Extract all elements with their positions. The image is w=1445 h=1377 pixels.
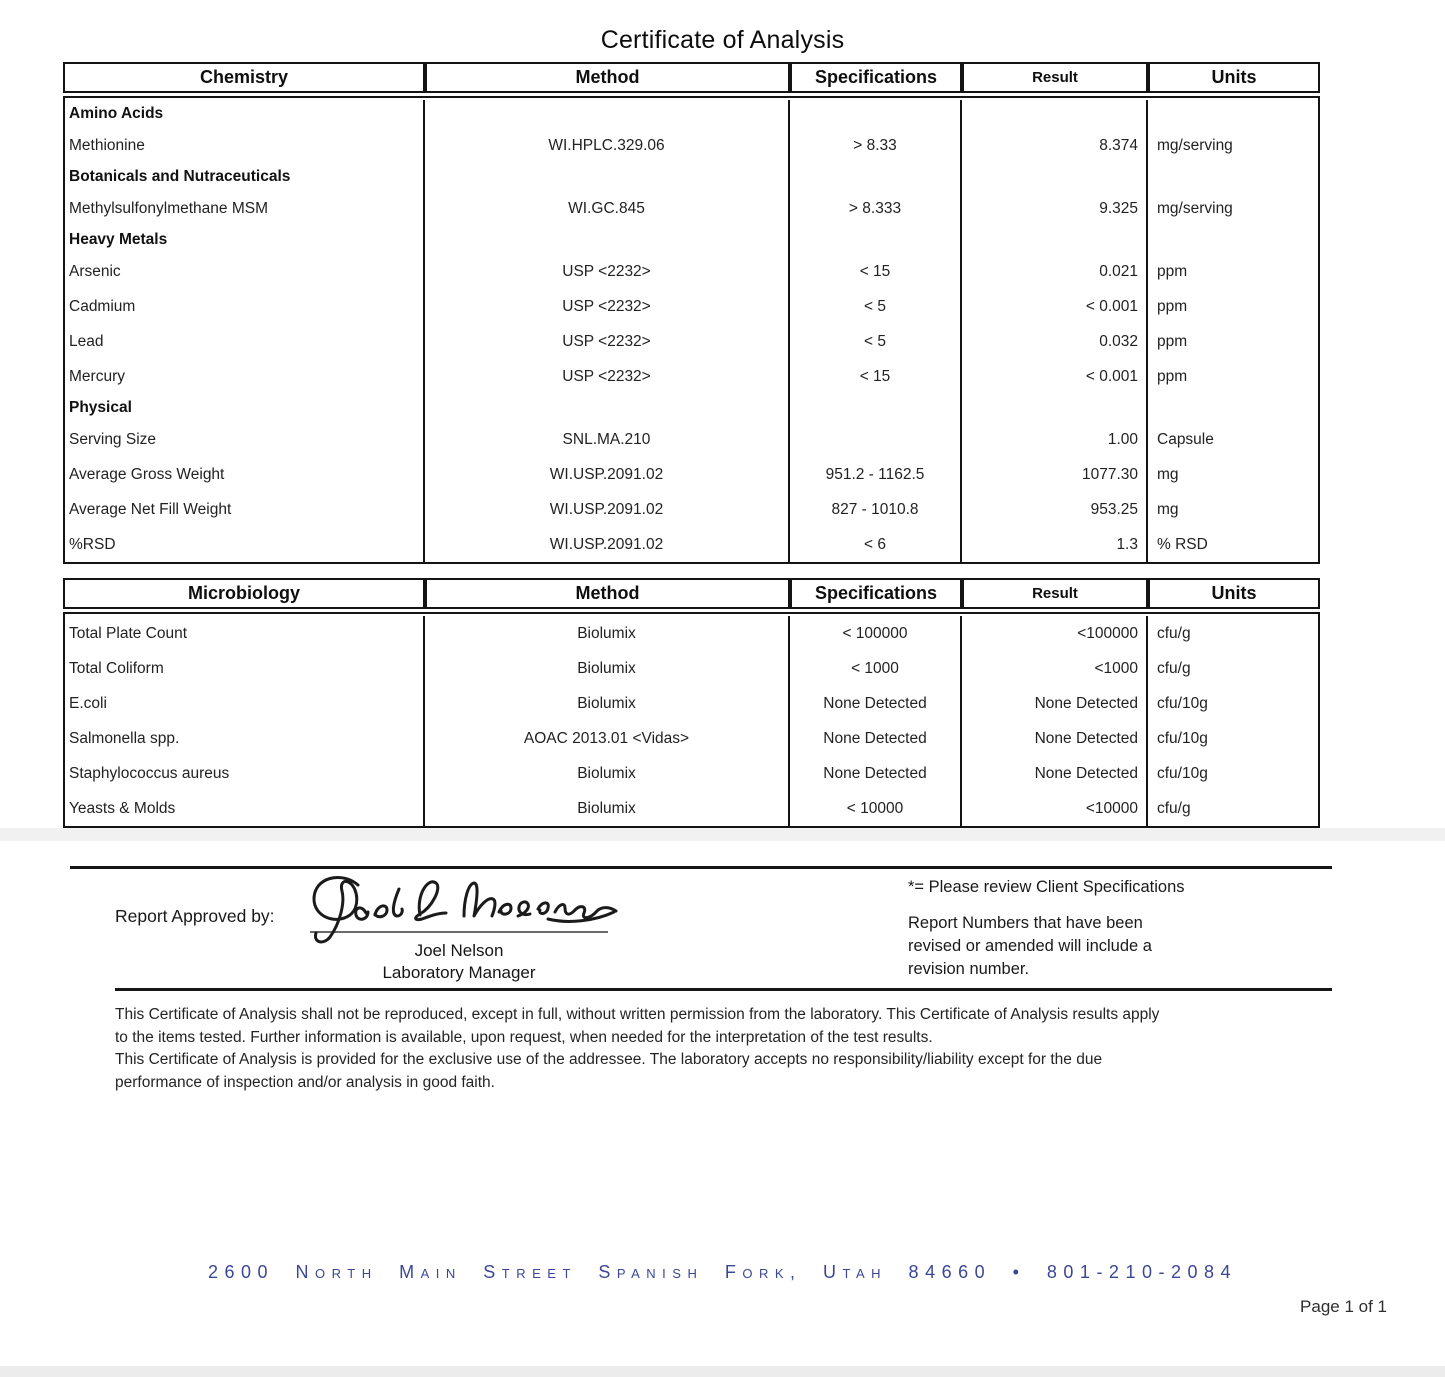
result-cell: None Detected: [1034, 764, 1138, 782]
method-cell: WI.USP.2091.02: [549, 465, 664, 483]
method-cell: Biolumix: [577, 624, 636, 642]
chemistry-table-header: [63, 62, 1320, 93]
client-spec-note: *= Please review Client Specifications: [908, 878, 1185, 896]
method-cell: Biolumix: [577, 694, 636, 712]
table-column: [1146, 100, 1318, 562]
column-header-specifications: Specifications: [790, 578, 962, 609]
result-cell: < 0.001: [1085, 297, 1138, 315]
revision-note: [908, 912, 1152, 981]
units-cell: cfu/10g: [1157, 694, 1208, 712]
section-label: Heavy Metals: [69, 231, 168, 248]
analyte-name: Arsenic: [69, 262, 121, 280]
scan-edge-strip: [0, 1366, 1445, 1377]
result-cell: None Detected: [1034, 694, 1138, 712]
table-column: [960, 100, 1146, 562]
result-cell: 1.00: [1107, 430, 1138, 448]
section-label: Botanicals and Nutraceuticals: [69, 168, 291, 185]
analyte-name: Total Plate Count: [69, 624, 188, 642]
units-cell: [1148, 100, 1318, 128]
method-cell: SNL.MA.210: [562, 430, 651, 448]
result-cell: [962, 226, 1146, 254]
page-title: Certificate of Analysis: [600, 26, 845, 54]
method-cell: AOAC 2013.01 <Vidas>: [523, 729, 690, 747]
method-cell: Biolumix: [577, 799, 636, 817]
result-cell: < 0.001: [1085, 367, 1138, 385]
spec-cell: < 6: [864, 535, 886, 553]
analyte-name: Serving Size: [69, 430, 157, 448]
table-column: [1146, 616, 1318, 826]
spec-cell: None Detected: [823, 694, 927, 712]
units-cell: [1148, 394, 1318, 422]
method-cell: WI.GC.845: [568, 199, 645, 217]
units-cell: ppm: [1157, 332, 1188, 350]
chemistry-table-body: [63, 96, 1320, 564]
method-cell: WI.USP.2091.02: [549, 500, 664, 518]
method-cell: USP <2232>: [562, 297, 651, 315]
method-cell: USP <2232>: [562, 262, 651, 280]
signer-name: Joel Nelson: [414, 941, 504, 960]
result-cell: None Detected: [1034, 729, 1138, 747]
method-cell: [425, 394, 788, 422]
text-line: This Certificate of Analysis is provided for the exclusive use of the addressee. The laboratory accepts no responsibility/liability except for the due: [115, 1051, 1103, 1068]
text-line: to the items tested. Further information is available, upon request, when needed for the interpretation of the test results.: [115, 1028, 933, 1046]
method-cell: USP <2232>: [562, 367, 651, 385]
spec-cell: > 8.33: [853, 136, 897, 154]
units-cell: [1148, 226, 1318, 254]
units-cell: ppm: [1157, 262, 1188, 280]
analyte-name: Average Net Fill Weight: [69, 500, 232, 518]
analyte-name: %RSD: [69, 535, 116, 553]
method-cell: WI.USP.2091.02: [549, 535, 664, 553]
divider-line-top: [70, 866, 1332, 869]
units-cell: mg/serving: [1157, 199, 1233, 217]
analyte-name: Staphylococcus aureus: [69, 764, 230, 782]
units-cell: % RSD: [1157, 535, 1208, 553]
units-cell: cfu/g: [1157, 799, 1191, 817]
column-header-units: Units: [1148, 62, 1320, 93]
spec-cell: < 100000: [842, 624, 908, 642]
spec-cell: < 15: [859, 367, 891, 385]
result-cell: <100000: [1077, 624, 1138, 642]
column-header-specifications: Specifications: [790, 62, 962, 93]
method-cell: WI.HPLC.329.06: [548, 136, 665, 154]
spec-cell: [790, 422, 960, 457]
units-cell: cfu/g: [1157, 659, 1191, 677]
table-column: [423, 100, 788, 562]
analyte-name: E.coli: [69, 694, 107, 712]
result-cell: 0.021: [1099, 262, 1138, 280]
method-cell: USP <2232>: [562, 332, 651, 350]
signer-title: Laboratory Manager: [382, 963, 536, 982]
result-cell: 8.374: [1099, 136, 1138, 154]
result-cell: [962, 163, 1146, 191]
units-cell: cfu/10g: [1157, 729, 1208, 747]
analyte-name: Methylsulfonylmethane MSM: [69, 199, 268, 217]
method-cell: Biolumix: [577, 659, 636, 677]
analyte-name: Mercury: [69, 367, 125, 385]
analyte-name: Lead: [69, 332, 104, 350]
column-header-microbiology: Microbiology: [63, 578, 425, 609]
microbiology-table: [63, 578, 1320, 828]
disclaimer-text: [115, 1004, 1159, 1094]
result-cell: [962, 394, 1146, 422]
column-header-units: Units: [1148, 578, 1320, 609]
microbiology-table-header: [63, 578, 1320, 609]
result-cell: [962, 100, 1146, 128]
spec-cell: 951.2 - 1162.5: [825, 465, 925, 483]
text-line: This Certificate of Analysis shall not be reproduced, except in full, without written permission from the laboratory. This Certificate of Analysis results apply: [115, 1006, 1160, 1023]
method-cell: Biolumix: [577, 764, 636, 782]
section-label: Physical: [69, 399, 132, 416]
report-approved-label: Report Approved by:: [115, 906, 275, 926]
analyte-name: Total Coliform: [69, 659, 164, 677]
spec-cell: 827 - 1010.8: [831, 500, 919, 518]
table-column: [65, 100, 423, 562]
table-column: [423, 616, 788, 826]
result-cell: 1077.30: [1081, 465, 1138, 483]
signature-graphic: [300, 869, 620, 947]
spec-cell: None Detected: [823, 764, 927, 782]
table-column: [65, 616, 423, 826]
section-label: Amino Acids: [69, 105, 164, 122]
units-cell: cfu/10g: [1157, 764, 1208, 782]
result-cell: <10000: [1085, 799, 1138, 817]
units-cell: mg: [1157, 465, 1179, 483]
text-line: revision number.: [908, 960, 1030, 978]
units-cell: [1148, 163, 1318, 191]
spec-cell: < 5: [864, 297, 886, 315]
spec-cell: > 8.333: [848, 199, 902, 217]
method-cell: [425, 100, 788, 128]
spec-cell: < 15: [859, 262, 891, 280]
spec-cell: < 10000: [846, 799, 904, 817]
text-line: performance of inspection and/or analysis in good faith.: [115, 1073, 495, 1091]
method-cell: [425, 226, 788, 254]
chemistry-table: [63, 62, 1320, 564]
spec-cell: < 1000: [851, 659, 899, 677]
analyte-name: Methionine: [69, 136, 145, 154]
microbiology-table-body: [63, 612, 1320, 828]
spec-cell: None Detected: [823, 729, 927, 747]
units-cell: ppm: [1157, 297, 1188, 315]
analyte-name: Average Gross Weight: [69, 465, 225, 483]
method-cell: [425, 163, 788, 191]
column-header-result: Result: [962, 578, 1148, 609]
analyte-name: Yeasts & Molds: [69, 799, 176, 817]
column-header-chemistry: Chemistry: [63, 62, 425, 93]
text-line: Report Numbers that have been: [908, 914, 1143, 932]
result-cell: 953.25: [1090, 500, 1138, 518]
result-cell: 0.032: [1099, 332, 1138, 350]
result-cell: 9.325: [1099, 199, 1138, 217]
analyte-name: Salmonella spp.: [69, 729, 180, 747]
column-header-method: Method: [425, 578, 790, 609]
spec-cell: [790, 100, 960, 128]
units-cell: ppm: [1157, 367, 1188, 385]
units-cell: mg: [1157, 500, 1179, 518]
spec-cell: < 5: [864, 332, 886, 350]
text-line: revised or amended will include a: [908, 937, 1152, 955]
scan-artifact-strip: [0, 828, 1445, 841]
table-column: [788, 616, 960, 826]
table-column: [960, 616, 1146, 826]
analyte-name: Cadmium: [69, 297, 136, 315]
spec-cell: [790, 394, 960, 422]
page-number: Page 1 of 1: [1300, 1297, 1387, 1316]
result-cell: <1000: [1094, 659, 1138, 677]
column-header-method: Method: [425, 62, 790, 93]
column-header-result: Result: [962, 62, 1148, 93]
units-cell: Capsule: [1157, 430, 1214, 448]
result-cell: 1.3: [1116, 535, 1138, 553]
spec-cell: [790, 163, 960, 191]
table-column: [788, 100, 960, 562]
units-cell: cfu/g: [1157, 624, 1191, 642]
spec-cell: [790, 226, 960, 254]
lab-address: 2600 North Main Street Spanish Fork, Utah 84660 • 801-210-2084: [207, 1262, 1238, 1282]
units-cell: mg/serving: [1157, 136, 1233, 154]
divider-line-bottom: [115, 988, 1332, 991]
